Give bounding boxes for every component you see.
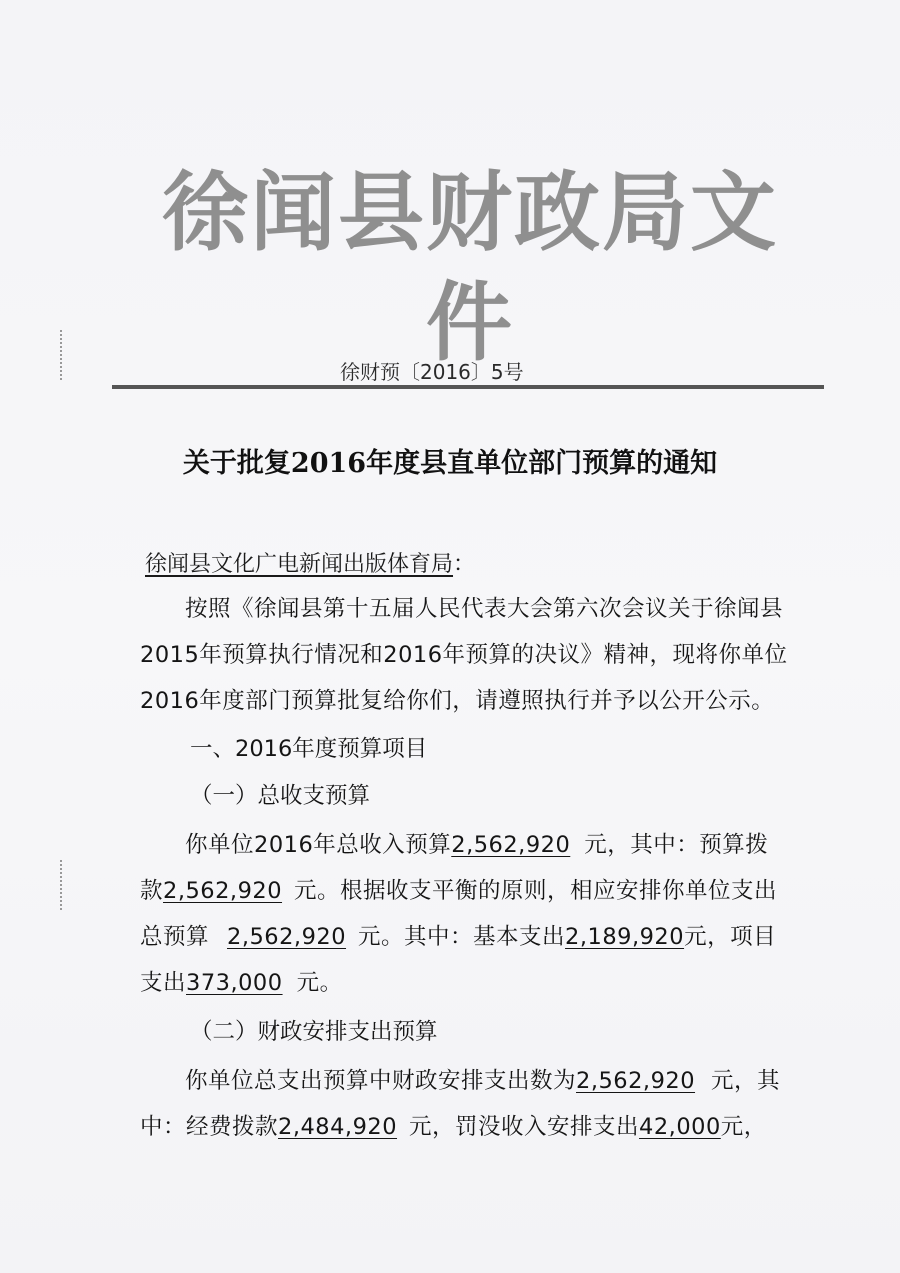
fines-income-value: 42,000 [639, 1114, 721, 1140]
project-expenditure-value: 373,000 [186, 970, 283, 996]
subsection-heading: （一）总收支预算 [190, 783, 371, 809]
header-rule [112, 385, 824, 389]
binding-holes [60, 330, 66, 380]
text: 元，项目 [684, 924, 777, 950]
text: 元。 [296, 970, 343, 996]
budget-allocation-value: 2,562,920 [163, 878, 283, 904]
text: 元，其中：预算拨 [584, 832, 769, 858]
text: 元，罚没收入安排支出 [409, 1114, 640, 1140]
addressee [145, 550, 475, 580]
intro-line: 2015年预算执行情况和2016年预算的决议》精神，现将你单位 [140, 642, 788, 668]
fiscal-expenditure-paragraph [140, 1058, 830, 1150]
total-budget-paragraph [140, 822, 830, 1006]
text: 你单位总支出预算中财政安排支出数为 [185, 1068, 577, 1094]
total-income-value: 2,562,920 [451, 832, 571, 858]
total-expenditure-value: 2,562,920 [227, 924, 347, 950]
addressee-suffix: ： [453, 552, 476, 577]
intro-line: 2016年度部门预算批复给你们，请遵照执行并予以公开公示。 [140, 688, 775, 714]
text: 总预算 [140, 924, 210, 950]
document-number: 徐财预〔2016〕5号 [340, 360, 524, 384]
section-heading: 一、2016年度预算项目 [190, 736, 428, 762]
basic-expenditure-value: 2,189,920 [565, 924, 685, 950]
text: 元， [720, 1114, 767, 1140]
text: 元，其 [711, 1068, 781, 1094]
addressee-name: 徐闻县文化广电新闻出版体育局 [145, 552, 454, 577]
text: 中：经费拨款 [140, 1114, 279, 1140]
binding-holes [60, 860, 66, 910]
text: 款 [140, 878, 164, 904]
notice-title: 关于批复2016年度县直单位部门预算的通知 [182, 448, 718, 479]
subsection-heading: （二）财政安排支出预算 [190, 1019, 438, 1045]
funding-allocation-value: 2,484,920 [278, 1114, 398, 1140]
intro-paragraph [140, 586, 830, 724]
text: 支出 [140, 970, 187, 996]
text: 元。根据收支平衡的原则，相应安排你单位支出 [294, 878, 778, 904]
text: 元。其中：基本支出 [358, 924, 566, 950]
fiscal-expenditure-value: 2,562,920 [576, 1068, 696, 1094]
intro-line: 按照《徐闻县第十五届人民代表大会第六次会议关于徐闻县 [185, 596, 784, 622]
issuer-title: 徐闻县财政局文件 [162, 163, 778, 373]
text: 你单位2016年总收入预算 [185, 832, 452, 858]
